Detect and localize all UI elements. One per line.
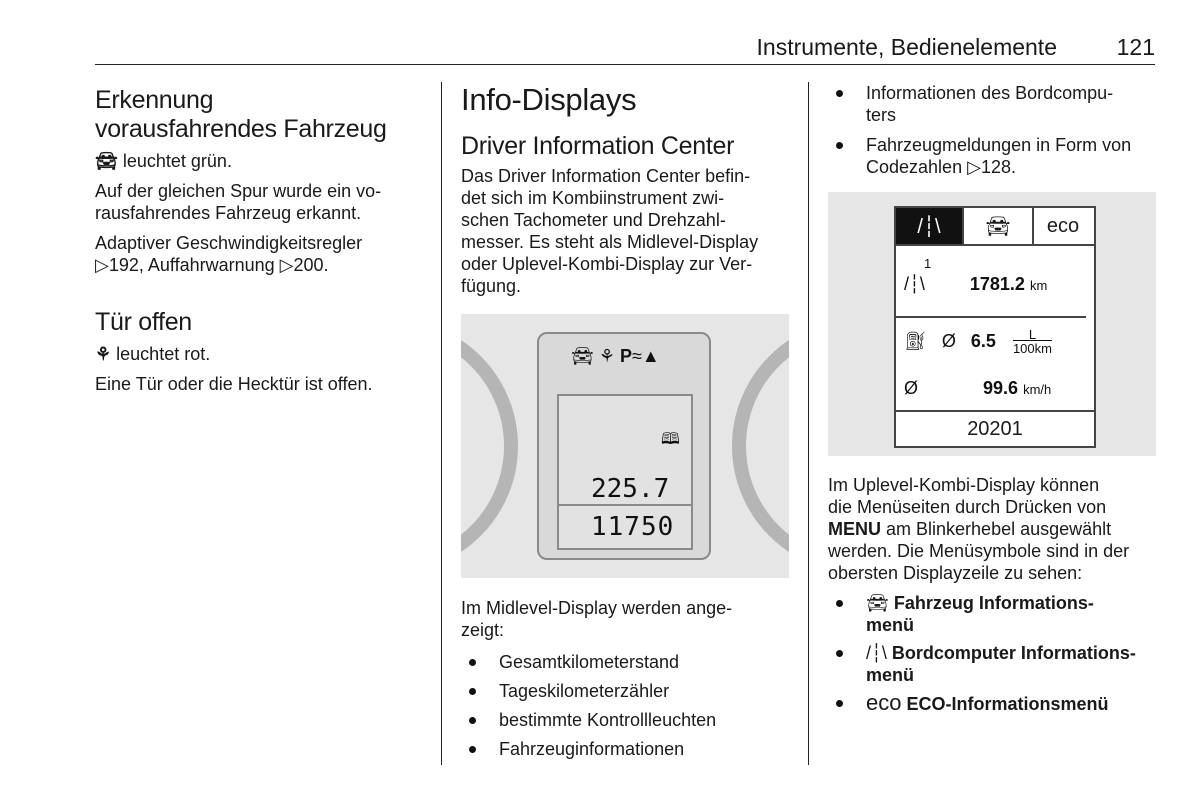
page-number: 121 — [1116, 34, 1155, 60]
column-1 — [95, 82, 425, 395]
trip-computer-icon: /┆\ — [866, 643, 887, 663]
uplevel-screen — [894, 206, 1096, 448]
total-odometer: 11750 — [591, 512, 675, 542]
midlevel-display-illustration — [461, 314, 789, 578]
door-open-status: ⚘ leuchtet rot. — [95, 344, 211, 364]
uplevel-intro: Im Uplevel-Kombi-Display können die Menüseiten durch Drücken von MENU am Blinkerhebel ausgewählt werden. Die Menüsymbole sind in der obersten Displayzeile zu sehen: — [828, 475, 1130, 583]
list-item: /┆\ Bordcomputer Informations- menü — [828, 642, 1158, 686]
door-open-icon: ⚘ — [598, 346, 616, 366]
page-header — [95, 34, 1155, 65]
warning-icons-row — [571, 346, 660, 367]
lcd-divider — [557, 504, 693, 506]
front-vehicle-refs: Adaptiver Geschwindigkeitsregler ▷ 192, Auffahrwarnung ▷ 200. — [95, 232, 425, 276]
menu-symbols-list — [828, 592, 1158, 715]
column-divider-1 — [441, 82, 442, 765]
trip-number: 1 — [924, 256, 932, 271]
trip-computer-icon: /┆\ — [904, 274, 925, 294]
book-icon: 🕮︎ — [661, 431, 680, 448]
eco-icon: eco — [866, 690, 902, 715]
list-item: eco ECO-Informationsmenü — [828, 692, 1158, 715]
column-2 — [461, 82, 791, 297]
dic-intro: Das Driver Information Center befin- det sich im Kombiinstrument zwi- schen Tachometer und Drehzahl- messer. Es steht als Midlevel-Display oder Uplevel-Kombi-Display zur Ver- fügung. — [461, 166, 759, 296]
list-item: bestimmte Kontrollleuchten — [461, 709, 791, 731]
door-open-icon: ⚘ — [95, 344, 112, 364]
midlevel-list — [461, 651, 791, 760]
trip-computer-icon: /┆\ — [896, 208, 962, 244]
message-code: 20201 — [896, 410, 1094, 441]
list-item: Fahrzeuginformationen — [461, 738, 791, 760]
section-title-front-vehicle: Erkennung vorausfahrendes Fahrzeug — [95, 86, 387, 143]
front-vehicle-status: 🚘︎ leuchtet grün. — [95, 151, 232, 171]
list-item: Fahrzeugmeldungen in Form von Codezahlen ▷ 128. — [828, 134, 1158, 178]
list-item: Informationen des Bordcompu- ters — [828, 82, 1158, 126]
reference-arrow-icon — [95, 255, 109, 275]
list-item: 🚘︎ Fahrzeug Informations- menü — [828, 592, 1158, 636]
dic-functions-list — [828, 82, 1158, 178]
door-open-desc: Eine Tür oder die Hecktür ist offen. — [95, 374, 373, 394]
midlevel-intro: Im Midlevel-Display werden ange- zeigt: — [461, 598, 733, 640]
uplevel-display-illustration — [828, 192, 1156, 456]
park-assist-icon: P≈▲ — [620, 346, 660, 366]
fuel-row: ⛽︎ Ø $6.5 \frac{L}{100km}$ — [896, 316, 1086, 356]
speed-row: Ø 99.6 km/h — [904, 378, 1052, 398]
section-title-door-open: Tür offen — [95, 308, 192, 336]
eco-tab: eco — [1046, 214, 1080, 237]
distance-row: /┆\ 1781.2 km — [904, 274, 1048, 294]
vehicle-ahead-icon: 🚘︎ — [95, 151, 118, 171]
info-displays-title: Info-Displays — [461, 82, 637, 117]
column-divider-2 — [808, 82, 809, 765]
column-3-lower — [828, 474, 1158, 715]
fuel-pump-icon: ⛽︎ — [904, 330, 927, 351]
vehicle-ahead-icon: 🚘︎ — [571, 346, 594, 366]
dic-title: Driver Information Center — [461, 132, 735, 160]
chapter-title: Instrumente, Bedienelemente — [756, 34, 1057, 60]
front-vehicle-desc: Auf der gleichen Spur wurde ein vo- rausfahrendes Fahrzeug erkannt. — [95, 181, 382, 223]
vehicle-icon: 🚘︎ — [962, 208, 1034, 244]
reference-arrow-icon — [280, 255, 294, 275]
vehicle-icon: 🚘︎ — [866, 593, 889, 613]
column-3 — [828, 82, 1158, 178]
menu-tab-row — [896, 208, 1094, 246]
list-item: Gesamtkilometerstand — [461, 651, 791, 673]
reference-arrow-icon — [967, 157, 981, 177]
column-2-lower — [461, 597, 791, 760]
trip-odometer: 225.7 — [591, 474, 670, 504]
list-item: Tageskilometerzähler — [461, 680, 791, 702]
